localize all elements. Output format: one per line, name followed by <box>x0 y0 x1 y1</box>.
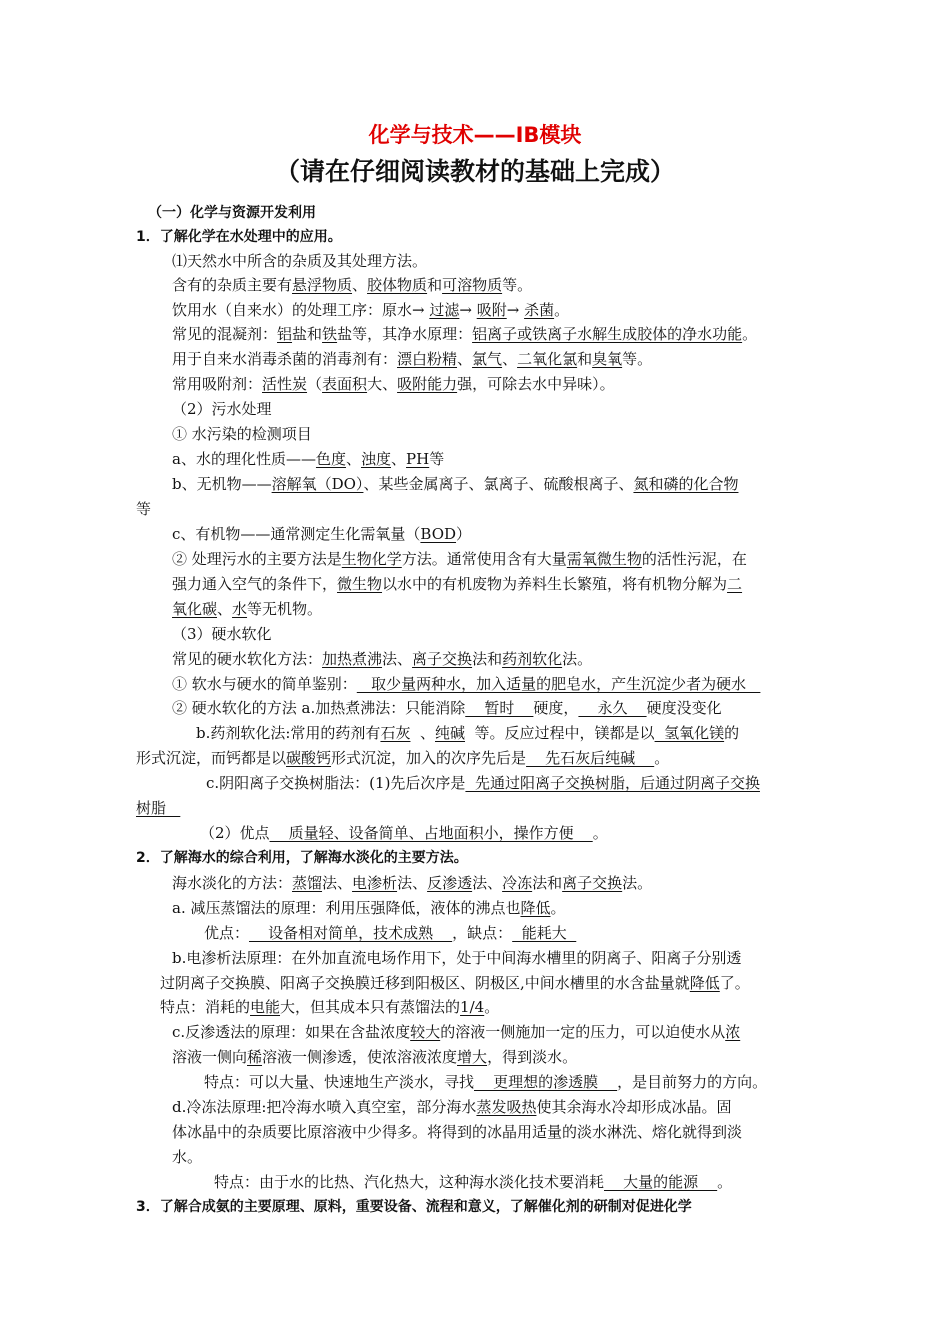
boiling-line: ② 硬水软化的方法 a.加热煮沸法：只能消除 暂时 硬度， 永久 硬度没变化 <box>172 699 722 717</box>
process-line: 饮用水（自来水）的处理工序：原水→ 过滤→ 吸附→ 杀菌。 <box>172 301 570 319</box>
adsorbent-line: 常用吸附剂：活性炭（表面积大、吸附能力强，可除去水中异味）。 <box>172 375 615 393</box>
coagulant-line: 常见的混凝剂：铝盐和铁盐等，其净水原理：铝离子或铁离子水解生成胶体的净水功能。 <box>172 325 758 343</box>
subheading-3: （3）硬水软化 <box>172 625 272 643</box>
document-subtitle: （请在仔细阅读教材的基础上完成） <box>274 157 675 186</box>
heading-2: 2．了解海水的综合利用，了解海水淡化的主要方法。 <box>136 850 468 866</box>
reverse-osmosis-line-1: c.反渗透法的原理：如果在含盐浓度较大的溶液一侧施加一定的压力，可以迫使水从浓 <box>172 1023 741 1041</box>
physchem-line: a、水的理化性质——色度、浊度、PH等 <box>172 450 445 468</box>
reagent-line-1: b.药剂软化法:常用的药剂有石灰 、纯碱 等。反应过程中，镁都是以 氢氧化镁的 <box>196 724 740 742</box>
freezing-line-1: d.冷冻法原理:把冷海水喷入真空室，部分海水蒸发吸热使其余海水冷却形成冰晶。固 <box>172 1098 732 1116</box>
inorganic-line: b、无机物——溶解氧（DO）、某些金属离子、氯离子、硫酸根离子、氮和磷的化合物 <box>172 475 739 493</box>
inorganic-line-wrap: 等 <box>136 500 152 518</box>
freezing-features: 特点：由于水的比热、汽化热大，这种海水淡化技术要消耗 大量的能源 。 <box>214 1173 733 1191</box>
reagent-line-2: 形式沉淀，而钙都是以碳酸钙形式沉淀，加入的次序先后是 先石灰后纯碱 。 <box>136 749 670 767</box>
resin-advantages: （2）优点 质量轻、设备简单、占地面积小，操作方便 。 <box>200 824 608 842</box>
treatment-line-2: 强力通入空气的条件下，微生物以水中的有机废物为养料生长繁殖，将有机物分解为二 <box>172 575 743 593</box>
impurity-line: 含有的杂质主要有悬浮物质、胶体物质和可溶物质等。 <box>172 276 533 294</box>
section-heading: （一）化学与资源开发利用 <box>148 205 316 221</box>
distillation-pros-cons: 优点： 设备相对简单，技术成熟 ，缺点： 能耗大 <box>204 924 577 942</box>
subheading-2: （2）污水处理 <box>172 400 272 418</box>
resin-line-1: c.阴阳离子交换树脂法：(1)先后次序是 先通过阳离子交换树脂，后通过阴离子交换 <box>206 774 760 792</box>
reverse-osmosis-line-2: 溶液一侧向稀溶液一侧渗透，使浓溶液浓度增大，得到淡水。 <box>172 1048 578 1066</box>
identify-line: ① 软水与硬水的简单鉴别： 取少量两种水，加入适量的肥皂水，产生沉淀少者为硬水 <box>172 675 761 693</box>
treatment-line-3: 氧化碳、水等无机物。 <box>172 600 323 618</box>
electrodialysis-line-2: 过阴离子交换膜、阳离子交换膜迁移到阳极区、阴极区,中间水槽里的水含盐量就降低了。 <box>160 974 750 992</box>
heading-1: 1．了解化学在水处理中的应用。 <box>136 229 342 245</box>
softening-methods-line: 常见的硬水软化方法：加热煮沸法、离子交换法和药剂软化法。 <box>172 650 593 668</box>
disinfectant-line: 用于自来水消毒杀菌的消毒剂有：漂白粉精、氯气、二氧化氯和臭氧等。 <box>172 350 653 368</box>
resin-line-2: 树脂 <box>136 799 181 817</box>
treatment-line-1: ② 处理污水的主要方法是生物化学方法。通常使用含有大量需氧微生物的活性污泥，在 <box>172 550 747 568</box>
subheading-1: ⑴天然水中所含的杂质及其处理方法。 <box>172 252 428 270</box>
desalination-methods: 海水淡化的方法：蒸馏法、电渗析法、反渗透法、冷冻法和离子交换法。 <box>172 874 653 892</box>
document-title: 化学与技术——ⅠB模块 <box>368 123 582 147</box>
distillation-principle: a. 减压蒸馏法的原理：利用压强降低，液体的沸点也降低。 <box>172 899 566 917</box>
freezing-line-2: 体冰晶中的杂质要比原溶液中少得多。将得到的冰晶用适量的淡水淋洗、熔化就得到淡 <box>172 1123 743 1141</box>
freezing-line-3: 水。 <box>172 1148 203 1166</box>
reverse-osmosis-features: 特点：可以大量、快速地生产淡水，寻找 更理想的渗透膜 ，是目前努力的方向。 <box>204 1073 768 1091</box>
organic-line: c、有机物——通常测定生化需氧量（BOD） <box>172 525 472 543</box>
heading-3: 3．了解合成氨的主要原理、原料，重要设备、流程和意义，了解催化剂的研制对促进化学 <box>136 1199 692 1215</box>
detection-heading: ① 水污染的检测项目 <box>172 425 312 443</box>
electrodialysis-line-1: b.电渗析法原理：在外加直流电场作用下，处于中间海水槽里的阴离子、阳离子分别透 <box>172 949 742 967</box>
electrodialysis-features: 特点：消耗的电能大，但其成本只有蒸馏法的1/4。 <box>160 998 500 1016</box>
